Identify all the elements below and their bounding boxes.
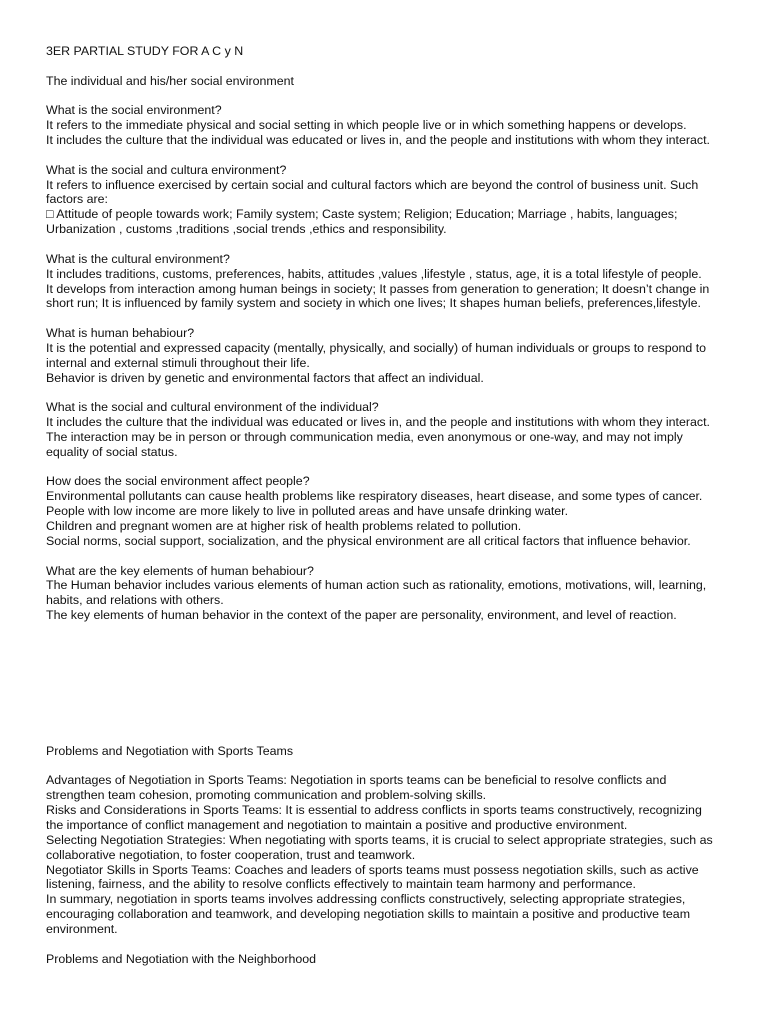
paragraph-social-cultural-environment-individual xyxy=(46,400,738,459)
text-line: It includes the culture that the individual was educated or lives in, and the people and institutions with whom they interact. xyxy=(46,133,710,148)
text-line: The Human behavior includes various elements of human action such as rationality, emotions, motivations, will, learning, xyxy=(46,578,707,593)
text-line: Social norms, social support, socialization, and the physical environment are all critical factors that influence behavior. xyxy=(46,533,691,548)
document-title: 3ER PARTIAL STUDY FOR A C y N xyxy=(46,44,244,58)
question-line: What is the social and cultural environment of the individual? xyxy=(46,400,379,415)
question-line: What is human behabiour? xyxy=(46,326,195,341)
text-line: Risks and Considerations in Sports Teams: It is essential to address conflicts in sports teams constructively, recognizing xyxy=(46,803,702,818)
text-line: Behavior is driven by genetic and environmental factors that affect an individual. xyxy=(46,370,484,385)
question-line: What is the social and cultura environment? xyxy=(46,162,287,177)
text-line: It is the potential and expressed capacity (mentally, physically, and socially) of human individuals or groups to respond to xyxy=(46,340,707,355)
text-line: environment. xyxy=(46,921,118,936)
text-line: factors are: xyxy=(46,192,108,207)
text-line: the importance of conflict management and negotiation to maintain a positive and productive environment. xyxy=(46,817,628,832)
text-line: short run; It is influenced by family system and society in which one lives; It shapes human beliefs, preferences,lifestyle. xyxy=(46,296,701,311)
text-line: It includes traditions, customs, preferences, habits, attitudes ,values ,lifestyle , status, age, it is a total lifestyle of people. xyxy=(46,266,702,281)
text-line: encouraging collaboration and teamwork, and developing negotiation skills to maintain a positive and productive team xyxy=(46,907,691,922)
text-line: In summary, negotiation in sports teams involves addressing conflicts constructively, selecting appropriate strategies, xyxy=(46,892,686,907)
text-line: It refers to the immediate physical and social setting in which people live or in which something happens or develops. xyxy=(46,118,687,133)
text-line: The interaction may be in person or through communication media, even anonymous or one-way, and may not imply xyxy=(46,429,683,444)
text-line: Advantages of Negotiation in Sports Teams: Negotiation in sports teams can be beneficial to resolve conflicts and xyxy=(46,773,667,788)
question-line: What is the social environment? xyxy=(46,103,222,118)
text-line: The key elements of human behavior in the context of the paper are personality, environment, and level of reaction. xyxy=(46,608,677,623)
text-line: listening, fairness, and the ability to resolve conflicts effectively to maintain team harmony and performance. xyxy=(46,877,637,892)
text-line: Selecting Negotiation Strategies: When negotiating with sports teams, it is crucial to select appropriate strategies, such as xyxy=(46,832,713,847)
paragraph-key-elements xyxy=(46,564,738,623)
paragraph-cultural-environment xyxy=(46,252,738,311)
paragraph-sports-teams xyxy=(46,773,738,936)
text-line: strengthen team cohesion, promoting communication and problem-solving skills. xyxy=(46,788,487,803)
paragraph-social-environment-affect xyxy=(46,474,738,548)
blank-space xyxy=(46,638,738,744)
text-line: People with low income are more likely to live in polluted areas and have unsafe drinking water. xyxy=(46,504,569,519)
paragraph-human-behabiour xyxy=(46,326,738,385)
text-line: Negotiator Skills in Sports Teams: Coaches and leaders of sports teams must possess negotiation skills, such as active xyxy=(46,862,699,877)
paragraph-social-environment xyxy=(46,103,738,148)
text-line: Children and pregnant women are at higher risk of health problems related to pollution. xyxy=(46,519,522,533)
text-line: habits, and relations with others. xyxy=(46,593,224,608)
text-line: collaborative negotiation, to foster cooperation, trust and teamwork. xyxy=(46,847,416,862)
bullet-line: □ Attitude of people towards work; Family system; Caste system; Religion; Education; Marriage , habits, languages; xyxy=(46,207,678,222)
text-line: It refers to influence exercised by certain social and cultural factors which are beyond the control of business unit. Such xyxy=(46,177,699,192)
question-line: How does the social environment affect people? xyxy=(46,474,310,489)
section-heading-sports-teams: Problems and Negotiation with Sports Teams xyxy=(46,743,294,758)
text-line: internal and external stimuli throughout their life. xyxy=(46,355,310,370)
question-line: What are the key elements of human behabiour? xyxy=(46,563,314,578)
text-line: equality of social status. xyxy=(46,444,178,459)
question-line: What is the cultural environment? xyxy=(46,251,230,266)
paragraph-social-cultura-environment xyxy=(46,163,738,237)
text-line: Environmental pollutants can cause health problems like respiratory diseases, heart disease, and some types of cancer. xyxy=(46,489,703,504)
text-line: Urbanization , customs ,traditions ,social trends ,ethics and responsibility. xyxy=(46,222,447,237)
text-line: It includes the culture that the individual was educated or lives in, and the people and institutions with whom they interact. xyxy=(46,415,710,430)
section-heading-social-environment: The individual and his/her social environment xyxy=(46,73,294,88)
text-line: It develops from interaction among human beings in society; It passes from generation to generation; It doesn’t change in xyxy=(46,281,710,296)
section-heading-neighborhood: Problems and Negotiation with the Neighborhood xyxy=(46,951,317,966)
